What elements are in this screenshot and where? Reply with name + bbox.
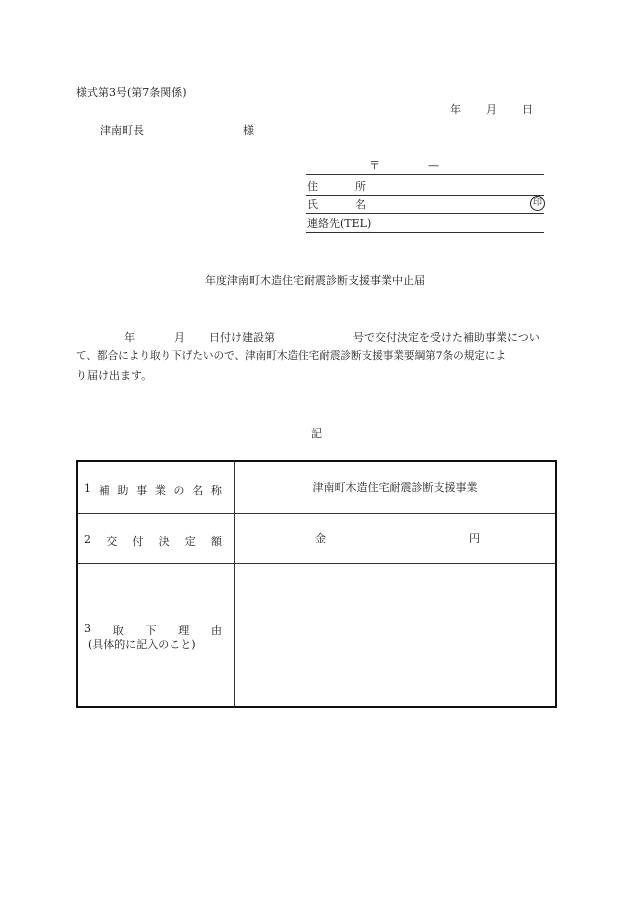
row3-sub-label: (具体的に記入のこと) <box>88 637 196 651</box>
table-row <box>77 461 556 513</box>
contact-label: 連絡先(TEL) <box>307 217 372 230</box>
project-name-value: 津南町木造住宅耐震診断支援事業 <box>235 461 557 513</box>
row1-label-char: 事 <box>136 484 148 497</box>
row3-label-char: 由 <box>211 623 222 637</box>
body-rest: 号で交付決定を受けた補助事業につい <box>353 331 540 344</box>
body-mid: 日付け建設第 <box>209 331 275 344</box>
body-line-2: て、都合により取り下げたいので、津南町木造住宅耐震診断支援事業要綱第7条の規定によ <box>76 350 507 362</box>
amount-suffix: 円 <box>469 531 480 545</box>
row2-label-char: 額 <box>210 534 222 548</box>
postal-mark: 〒 <box>369 159 380 172</box>
table-row <box>77 563 556 707</box>
address-line <box>306 195 544 196</box>
row2-label-char: 交 <box>106 534 118 548</box>
row1-label-char: 称 <box>210 484 222 497</box>
ki-mark: 記 <box>311 427 322 440</box>
row1-label-char: 名 <box>192 484 204 497</box>
row3-label-char: 理 <box>178 623 190 637</box>
contact-line <box>306 232 544 233</box>
honorific: 様 <box>243 124 254 137</box>
row2-label-char: 決 <box>158 534 170 548</box>
postal-dash: — <box>428 159 439 172</box>
name-line <box>306 213 544 214</box>
amount-prefix: 金 <box>315 531 326 545</box>
name-label-1: 氏 <box>307 198 318 211</box>
row3-label-cell <box>77 563 235 707</box>
row1-label-char: の <box>173 484 185 497</box>
row1-label-char: 助 <box>117 484 129 497</box>
row2-label-char: 付 <box>132 534 144 548</box>
date-day: 日 <box>522 103 533 116</box>
row1-label-cell <box>77 461 235 513</box>
row3-number: 3 <box>84 621 91 635</box>
row1-label-char: 業 <box>154 484 166 497</box>
withdrawal-reason-cell <box>235 563 557 707</box>
row2-number: 2 <box>84 532 91 546</box>
name-label-2: 名 <box>355 198 366 211</box>
record-table <box>76 460 557 708</box>
row1-label-char: 補 <box>98 484 110 497</box>
row2-label-cell <box>77 513 235 563</box>
address-label-2: 所 <box>355 180 366 193</box>
table-row <box>77 513 556 563</box>
row2-label-char: 定 <box>184 534 196 548</box>
form-number: 様式第3号(第7条関係) <box>76 86 187 99</box>
grant-amount-cell <box>235 513 557 563</box>
body-year: 年 <box>124 331 135 344</box>
document-title: 年度津南町木造住宅耐震診断支援事業中止届 <box>205 274 425 287</box>
row1-number: 1 <box>84 482 91 495</box>
date-year: 年 <box>450 103 461 116</box>
seal-mark: 印 <box>530 196 545 211</box>
body-line-3: り届け出ます。 <box>76 369 153 382</box>
row3-label-char: 取 <box>112 623 124 637</box>
date-month: 月 <box>486 103 497 116</box>
addressee: 津南町長 <box>100 124 144 137</box>
body-month: 月 <box>174 331 185 344</box>
postal-line <box>306 174 544 175</box>
address-label-1: 住 <box>307 180 318 193</box>
row3-label-char: 下 <box>145 623 157 637</box>
